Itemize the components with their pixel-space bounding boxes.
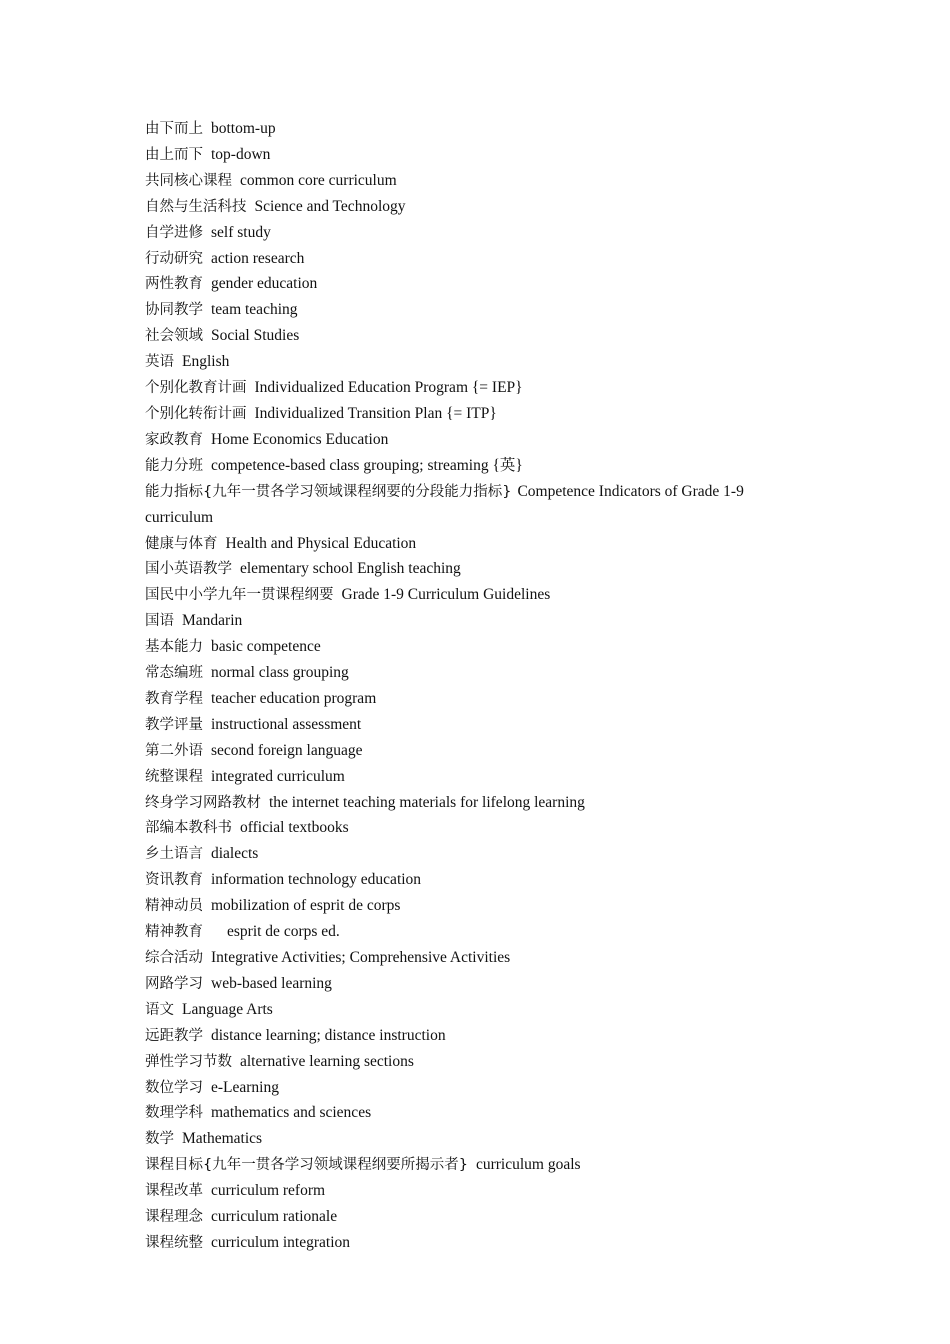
term-chinese: 资讯教育 <box>145 872 203 889</box>
glossary-entry <box>145 582 810 608</box>
term-chinese: 英语 <box>145 354 174 371</box>
term-chinese: 常态编班 <box>145 665 203 682</box>
term-chinese: 综合活动 <box>145 950 203 966</box>
term-english: Social Studies <box>211 327 300 345</box>
glossary-entry <box>145 401 810 427</box>
term-chinese: 统整课程 <box>145 768 203 785</box>
term-english: web-based learning <box>211 974 332 992</box>
glossary-entry <box>145 323 810 349</box>
term-english: Mandarin <box>182 612 243 630</box>
term-english: common core curriculum <box>240 171 397 189</box>
term-english: competence-based class grouping; streaming {英} <box>211 456 523 474</box>
term-english: second foreign language <box>211 741 363 759</box>
term-english: Home Economics Education <box>211 430 389 448</box>
term-english: normal class grouping <box>211 664 349 682</box>
term-chinese: 课程目标{九年一贯各学习领域课程纲要所揭示者} <box>145 1157 468 1174</box>
term-english: dialects <box>211 845 259 863</box>
term-english: mobilization of esprit de corps <box>211 897 401 915</box>
glossary-entry <box>145 919 810 945</box>
term-english: action research <box>211 249 305 267</box>
glossary-list <box>145 116 810 1256</box>
glossary-entry <box>145 1152 810 1178</box>
term-english: Competence Indicators of Grade 1-9 curriculum <box>145 482 744 526</box>
term-chinese: 由上而下 <box>145 146 203 163</box>
term-chinese: 数位学习 <box>145 1079 203 1096</box>
term-chinese: 由下而上 <box>145 121 203 137</box>
term-english: Mathematics <box>182 1130 263 1148</box>
glossary-entry <box>145 220 810 246</box>
term-chinese: 能力分班 <box>145 457 203 474</box>
term-english: Language Arts <box>182 1000 273 1018</box>
term-english: Grade 1-9 Curriculum Guidelines <box>341 586 551 604</box>
term-english: top-down <box>211 145 271 163</box>
term-chinese: 能力指标{九年一贯各学习领域课程纲要的分段能力指标} <box>145 483 512 500</box>
term-english: the internet teaching materials for lifelong learning <box>269 793 585 811</box>
glossary-entry <box>145 764 810 790</box>
term-english: instructional assessment <box>211 715 362 733</box>
term-chinese: 教学评量 <box>145 716 203 733</box>
term-chinese: 共同核心课程 <box>145 172 232 189</box>
term-english: official textbooks <box>240 819 349 837</box>
glossary-entry <box>145 375 810 401</box>
term-chinese: 个别化教育计画 <box>145 380 247 397</box>
term-english: teacher education program <box>211 689 377 707</box>
glossary-entry <box>145 531 810 557</box>
term-english: integrated curriculum <box>211 767 345 785</box>
term-chinese: 乡土语言 <box>145 846 203 863</box>
term-chinese: 社会领域 <box>145 328 203 345</box>
term-english: Individualized Education Program {= IEP} <box>254 379 523 397</box>
term-english: distance learning; distance instruction <box>211 1026 446 1044</box>
glossary-entry <box>145 479 810 531</box>
glossary-entry <box>145 246 810 272</box>
term-english: self study <box>211 223 271 241</box>
term-chinese: 协同教学 <box>145 302 203 319</box>
glossary-entry <box>145 453 810 479</box>
term-chinese: 基本能力 <box>145 639 203 656</box>
term-english: mathematics and sciences <box>211 1104 372 1122</box>
term-chinese: 终身学习网路教材 <box>145 794 261 811</box>
term-english: curriculum reform <box>211 1182 326 1200</box>
term-english: Integrative Activities; Comprehensive Activities <box>211 949 511 966</box>
glossary-entry <box>145 297 810 323</box>
term-english: English <box>182 353 230 371</box>
glossary-entry <box>145 686 810 712</box>
term-chinese: 个别化转衔计画 <box>145 405 247 422</box>
term-english: curriculum goals <box>475 1156 581 1174</box>
term-chinese: 数理学科 <box>145 1105 203 1122</box>
glossary-entry <box>145 349 810 375</box>
term-chinese: 国民中小学九年一贯课程纲要 <box>145 587 334 604</box>
term-chinese: 部编本教科书 <box>145 820 232 837</box>
glossary-entry <box>145 427 810 453</box>
term-english: e-Learning <box>211 1078 279 1096</box>
term-chinese: 数学 <box>145 1131 174 1148</box>
term-english: elementary school English teaching <box>240 560 461 578</box>
term-chinese: 家政教育 <box>145 431 203 448</box>
term-english: team teaching <box>211 301 298 319</box>
term-chinese: 国小英语教学 <box>145 561 232 578</box>
term-chinese: 自然与生活科技 <box>145 198 247 215</box>
glossary-entry <box>145 1049 810 1075</box>
glossary-entry <box>145 608 810 634</box>
term-chinese: 精神教育 <box>145 924 203 941</box>
glossary-entry <box>145 1178 810 1204</box>
term-chinese: 教育学程 <box>145 690 203 707</box>
term-chinese: 自学进修 <box>145 224 203 241</box>
glossary-entry <box>145 634 810 660</box>
term-chinese: 第二外语 <box>145 742 203 759</box>
term-chinese: 课程统整 <box>145 1234 203 1251</box>
glossary-entry <box>145 168 810 194</box>
glossary-entry <box>145 1023 810 1049</box>
glossary-entry <box>145 971 810 997</box>
term-english: information technology education <box>211 871 422 889</box>
glossary-entry <box>145 194 810 220</box>
term-english: Science and Technology <box>254 197 406 215</box>
glossary-entry <box>145 790 810 816</box>
term-chinese: 精神动员 <box>145 898 203 915</box>
glossary-entry <box>145 997 810 1023</box>
glossary-entry <box>145 738 810 764</box>
glossary-entry <box>145 815 810 841</box>
term-chinese: 行动研究 <box>145 250 203 267</box>
glossary-entry <box>145 1230 810 1256</box>
term-english: gender education <box>211 275 318 293</box>
term-english: alternative learning sections <box>240 1052 414 1070</box>
glossary-entry <box>145 142 810 168</box>
term-english: basic competence <box>211 638 321 656</box>
glossary-entry <box>145 867 810 893</box>
glossary-entry <box>145 1100 810 1126</box>
term-english: Health and Physical Education <box>225 534 417 552</box>
glossary-entry <box>145 945 810 971</box>
term-chinese: 远距教学 <box>145 1027 203 1044</box>
glossary-entry <box>145 893 810 919</box>
glossary-entry <box>145 116 810 142</box>
glossary-entry <box>145 556 810 582</box>
term-english: curriculum rationale <box>211 1208 338 1226</box>
term-chinese: 两性教育 <box>145 276 203 293</box>
term-chinese: 国语 <box>145 613 174 630</box>
glossary-entry <box>145 841 810 867</box>
term-english: bottom-up <box>211 120 276 137</box>
term-chinese: 语文 <box>145 1001 174 1018</box>
glossary-entry <box>145 712 810 738</box>
term-english: esprit de corps ed. <box>227 923 340 941</box>
term-english: curriculum integration <box>211 1233 351 1251</box>
glossary-entry <box>145 660 810 686</box>
term-chinese: 课程理念 <box>145 1209 203 1226</box>
term-chinese: 健康与体育 <box>145 535 218 552</box>
term-chinese: 弹性学习节数 <box>145 1053 232 1070</box>
glossary-entry <box>145 1075 810 1101</box>
term-chinese: 网路学习 <box>145 975 203 992</box>
glossary-entry <box>145 1204 810 1230</box>
glossary-entry <box>145 1126 810 1152</box>
term-chinese: 课程改革 <box>145 1183 203 1200</box>
term-english: Individualized Transition Plan {= ITP} <box>254 404 497 422</box>
glossary-entry <box>145 271 810 297</box>
